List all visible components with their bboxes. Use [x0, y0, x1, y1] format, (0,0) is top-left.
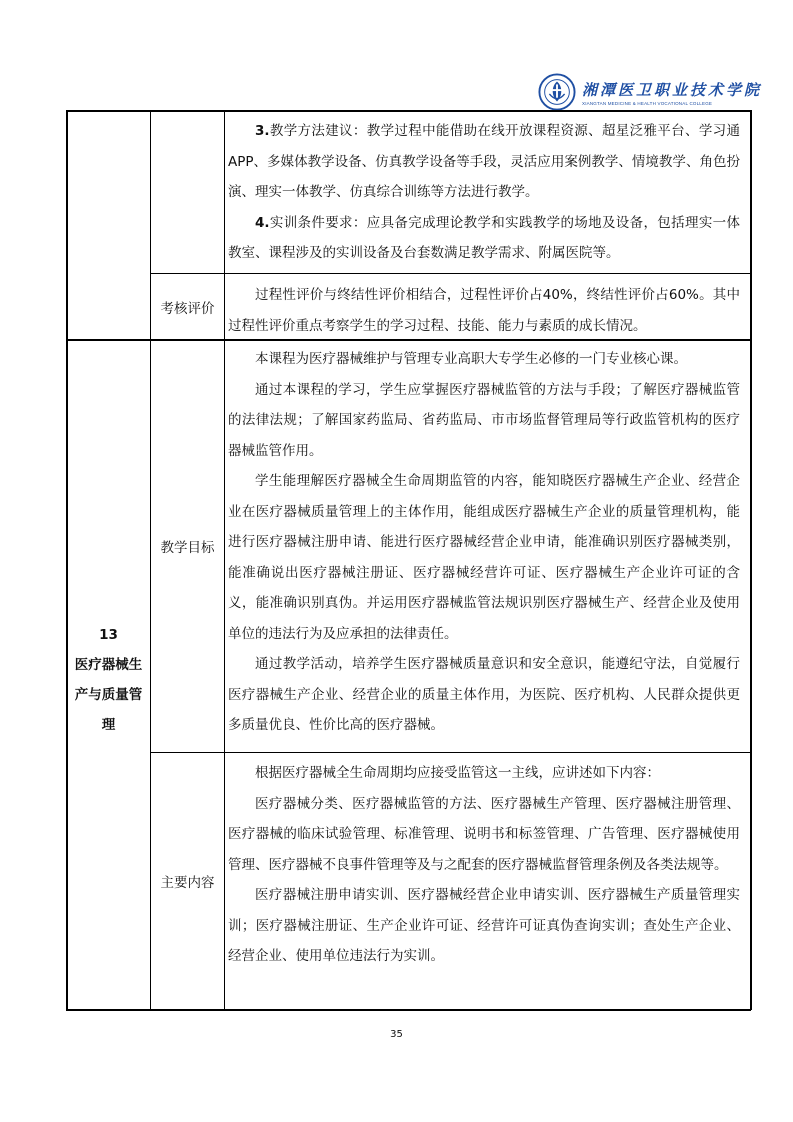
table-border-bottom [66, 1009, 751, 1011]
teaching-method-number: 3. [255, 123, 270, 139]
training-conditions-paragraph [228, 208, 740, 269]
table-divider-col2 [224, 110, 225, 1010]
main-content-text-cell [228, 758, 740, 972]
training-conditions-text: 实训条件要求：应具备完成理论教学和实践教学的场地及设备，包括理实一体教室、课程涉及的实训设备及台套数满足教学需求、附属医院等。 [228, 214, 740, 261]
teaching-method-paragraph [228, 116, 740, 208]
objectives-text-cell [228, 344, 740, 741]
table-border-top [66, 110, 751, 112]
main-content-paragraph: 医疗器械分类、医疗器械监管的方法、医疗器械生产管理、医疗器械注册管理、医疗器械的临床试验管理、标准管理、说明书和标签管理、广告管理、医疗器械使用管理、医疗器械不良事件管理等及与之配套的医疗器械监督管理条例及各类法规等。 [228, 795, 740, 873]
objectives-paragraph: 通过教学活动，培养学生医疗器械质量意识和安全意识，能遵纪守法，自觉履行医疗器械生产企业、经营企业的质量主体作用，为医院、医疗机构、人民群众提供更多质量优良、性价比高的医疗器械。 [228, 656, 740, 733]
table-border-right [750, 110, 752, 1010]
course-name-line3: 理 [101, 717, 116, 733]
assessment-text-cell [228, 280, 740, 341]
training-conditions-number: 4. [255, 214, 270, 231]
logo-chinese-name: 湘潭医卫职业技术学院 [582, 80, 763, 99]
assessment-text: 过程性评价与终结性评价相结合，过程性评价占40%，终结性评价占60%。其中过程性评价重点考察学生的学习过程、技能、能力与素质的成长情况。 [228, 287, 740, 334]
college-seal-icon [538, 73, 576, 111]
main-content-paragraph: 根据医疗器械全生命周期均应接受监管这一主线，应讲述如下内容： [255, 765, 660, 781]
objectives-paragraph: 学生能理解医疗器械全生命周期监管的内容，能知晓医疗器械生产企业、经营企业在医疗器械质量管理上的主体作用，能组成医疗器械生产企业的质量管理机构，能进行医疗器械注册申请、能进行医疗器械经营企业申请，能准确识别医疗器械类别，能准确说出医疗器械注册证、医疗器械经营许可证、医疗器械生产企业许可证的含义，能准确识别真伪。并运用医疗器械监管法规识别医疗器械生产、经营企业及使用单位的违法行为及应承担的法律责任。 [228, 473, 740, 642]
row-divider-assessment [150, 273, 751, 274]
objectives-label: 教学目标 [160, 540, 215, 556]
assessment-label: 考核评价 [160, 300, 215, 317]
college-logo [538, 70, 763, 114]
row-divider-content [150, 752, 751, 753]
main-content-paragraph: 医疗器械注册申请实训、医疗器械经营企业申请实训、医疗器械生产质量管理实训；医疗器械注册证、生产企业许可证、经营许可证真伪查询实训；查处生产企业、经营企业、使用单位违法行为实训。 [228, 887, 740, 964]
main-content-label: 主要内容 [160, 875, 215, 891]
prev-section-text [228, 116, 740, 269]
course-13-name [68, 620, 149, 740]
course-number: 13 [99, 627, 118, 643]
table-border-left [66, 110, 68, 1010]
objectives-paragraph: 本课程为医疗器械维护与管理专业高职大专学生必修的一门专业核心课。 [255, 351, 687, 367]
teaching-method-text: 教学方法建议：教学过程中能借助在线开放课程资源、超星泛雅平台、学习通APP、多媒体教学设备、仿真教学设备等手段，灵活应用案例教学、情境教学、角色扮演、理实一体教学、仿真综合训练等方法进行教学。 [228, 123, 740, 200]
page-number: 35 [390, 1029, 403, 1040]
logo-english-name: XIANGTAN MEDICINE & HEALTH VOCATIONAL COLLEGE [582, 100, 713, 106]
course-name-line1: 医疗器械生 [74, 657, 143, 673]
course-name-line2: 产与质量管 [74, 687, 143, 703]
objectives-paragraph: 通过本课程的学习，学生应掌握医疗器械监管的方法与手段；了解医疗器械监管的法律法规；了解国家药监局、省药监局、市市场监督管理局等行政监管机构的医疗器械监管作用。 [228, 381, 740, 459]
